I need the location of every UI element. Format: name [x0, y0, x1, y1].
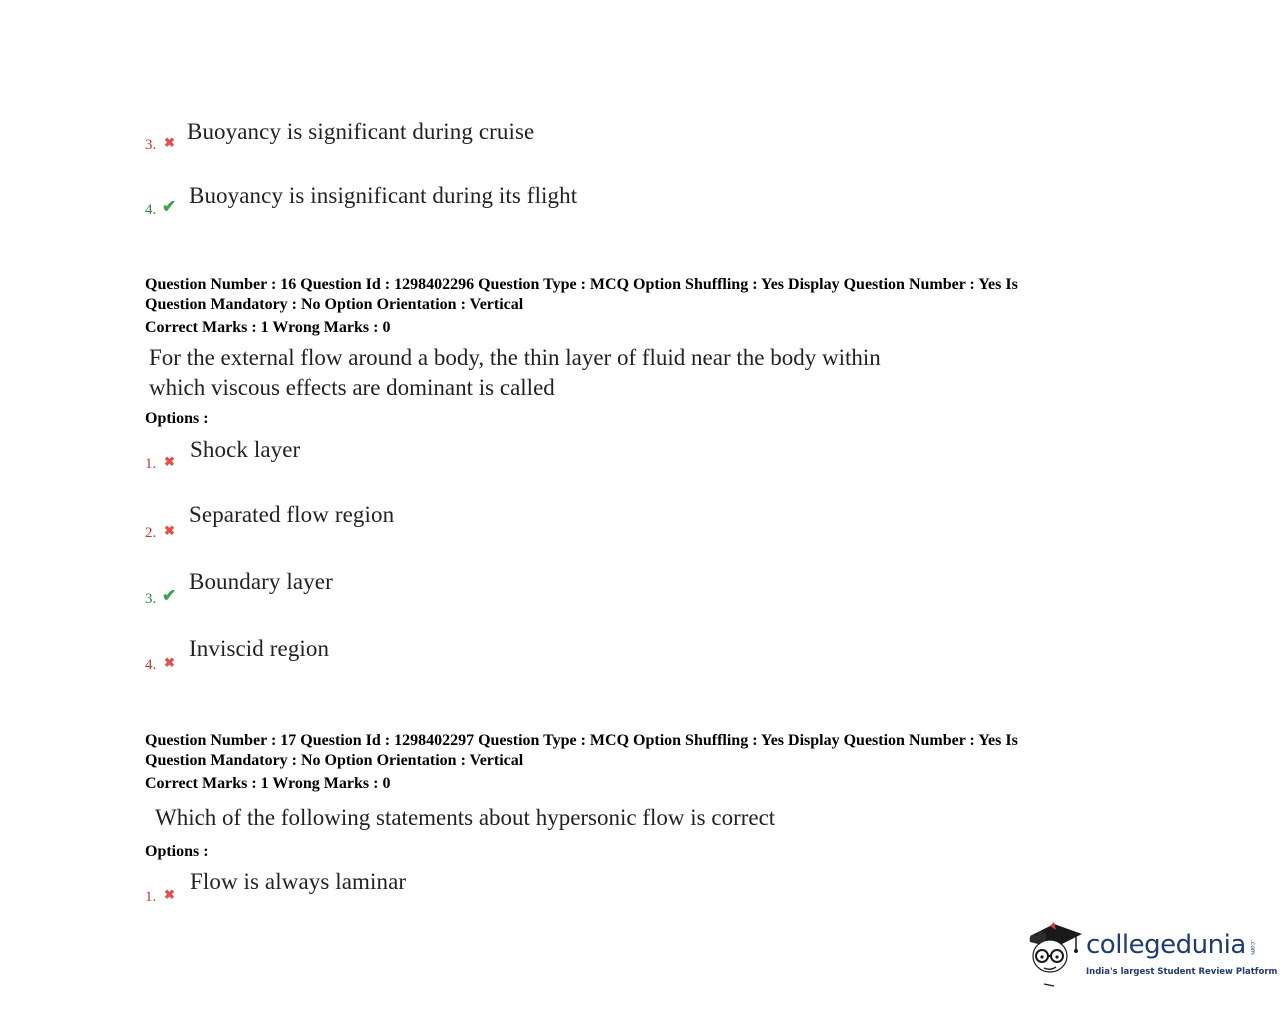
option-number: 3.: [145, 591, 157, 607]
question-text-line: which viscous effects are dominant is called: [149, 375, 555, 400]
question-text: [149, 343, 881, 403]
cross-icon: ✖: [164, 887, 175, 902]
option-text: Separated flow region: [189, 502, 395, 527]
check-icon: ✔: [162, 586, 177, 605]
question-meta-line: Question Mandatory : No Option Orientation : Vertical: [145, 752, 524, 769]
option-number: 1.: [145, 456, 157, 472]
option-text: Inviscid region: [189, 636, 330, 661]
options-label: Options :: [145, 843, 209, 860]
option-text: Boundary layer: [189, 569, 333, 594]
question-meta: [145, 731, 1105, 771]
option-number: 4.: [145, 202, 157, 218]
question-text-line: Which of the following statements about hypersonic flow is correct: [155, 805, 776, 830]
question-text: [155, 803, 775, 833]
collegedunia-logo: [1024, 918, 1278, 988]
cross-icon: ✖: [164, 135, 175, 150]
mascot-icon: [1024, 918, 1086, 988]
option-text: Flow is always laminar: [190, 869, 407, 894]
option-number: 4.: [145, 657, 157, 673]
cross-icon: ✖: [164, 454, 175, 469]
question-marks: Correct Marks : 1 Wrong Marks : 0: [145, 775, 391, 792]
option-number: 2.: [145, 525, 157, 541]
cross-icon: ✖: [164, 523, 175, 538]
logo-suffix: .com: [1249, 940, 1256, 955]
question-meta-line: Question Number : 16 Question Id : 1298402296 Question Type : MCQ Option Shuffling : Yes Display Question Number : Yes Is: [145, 276, 1018, 293]
logo-tagline: India's largest Student Review Platform: [1086, 967, 1278, 977]
cross-icon: ✖: [164, 655, 175, 670]
question-meta: [145, 275, 1105, 315]
logo-wordmark: collegedunia: [1086, 930, 1246, 960]
option-number: 1.: [145, 889, 157, 905]
option-text: Buoyancy is insignificant during its flight: [189, 183, 578, 208]
option-text: Shock layer: [190, 437, 301, 462]
check-icon: ✔: [162, 197, 177, 216]
option-number: 3.: [145, 137, 157, 153]
question-marks: Correct Marks : 1 Wrong Marks : 0: [145, 319, 391, 336]
options-label: Options :: [145, 410, 209, 427]
question-meta-line: Question Number : 17 Question Id : 1298402297 Question Type : MCQ Option Shuffling : Yes Display Question Number : Yes Is: [145, 732, 1018, 749]
question-meta-line: Question Mandatory : No Option Orientation : Vertical: [145, 296, 524, 313]
question-text-line: For the external flow around a body, the thin layer of fluid near the body within: [149, 345, 881, 370]
option-text: Buoyancy is significant during cruise: [187, 119, 535, 144]
